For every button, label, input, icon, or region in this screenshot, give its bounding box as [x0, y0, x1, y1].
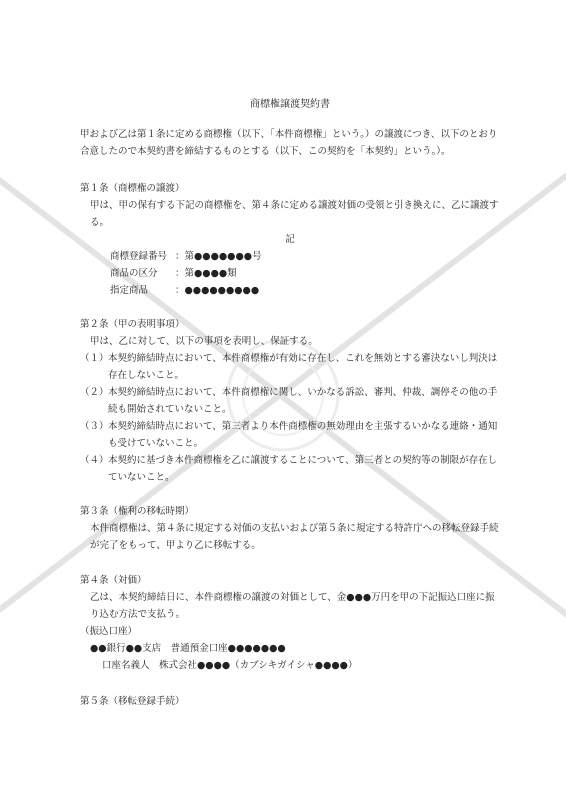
list-item: （１） 本契約締結時点において、本件商標権が有効に存在し、これを無効とする審決ないし判決は存在しないこと。 [80, 353, 498, 381]
list-item: （３） 本契約締結時点において、第三者より本件商標権の無効理由を主張するいかなる連絡・通知も受けていないこと。 [80, 421, 498, 449]
bank-account: ●●銀行●●支店 普通預金口座●●●●●●● [90, 643, 286, 654]
article-heading: 第２条（甲の表明事項） [80, 319, 185, 330]
article-4 [80, 572, 500, 674]
account-label: （振込口座） [80, 626, 138, 637]
article-3 [80, 503, 500, 554]
list-item: （２） 本契約締結時点において、本件商標権に関し、いかなる訴訟、審判、仲裁、調停その他の手続も開始されていないこと。 [80, 387, 498, 415]
article-5 [80, 693, 500, 710]
article-body: 乙は、本契約締結日に、本件商標権の譲渡の対価として、金●●●万円を甲の下記振込口座に振り込む方法で支払う。 [90, 592, 495, 620]
article-body: 本件商標権は、第４条に規定する対価の支払いおよび第５条に規定する特許庁への移転登録手続が完了をもって、甲より乙に移転する。 [90, 523, 499, 551]
article-heading: 第１条（商標権の譲渡） [80, 183, 185, 194]
document-title: 商標権譲渡契約書 [250, 99, 330, 110]
account-holder: 口座名義人 株式会社●●●●（カブシキガイシャ●●●●） [102, 660, 358, 671]
article-2 [80, 316, 500, 486]
article-heading: 第５条（移転登録手続） [80, 696, 185, 707]
article-heading: 第４条（対価） [80, 575, 147, 586]
list-item: （４） 本契約に基づき本件商標権を乙に譲渡することについて、第三者との契約等の制限が存在していないこと。 [80, 455, 498, 483]
preamble: 甲および乙は第１条に定める商標権（以下、「本件商標権」という。）の譲渡につき、以下のとおり合意したので本契約書を締結するものとする（以下、この契約を「本契約」という。）。 [80, 129, 498, 157]
article-body: 甲は、甲の保有する下記の商標権を、第４条に定める譲渡対価の受領と引き換えに、乙に譲渡する。 [90, 200, 499, 228]
article-body: 甲は、乙に対して、以下の事項を表明し、保証する。 [90, 336, 318, 347]
ki-marker: 記 [285, 234, 295, 245]
trademark-row: 指定商品 ：●●●●●●●●● [110, 285, 260, 296]
trademark-row: 商標登録番号 ：第●●●●●●●号 [110, 251, 262, 262]
article-heading: 第３条（権利の移転時期） [80, 506, 195, 517]
article-1 [80, 180, 500, 299]
trademark-row: 商品の区分 ：第●●●●類 [110, 268, 237, 279]
